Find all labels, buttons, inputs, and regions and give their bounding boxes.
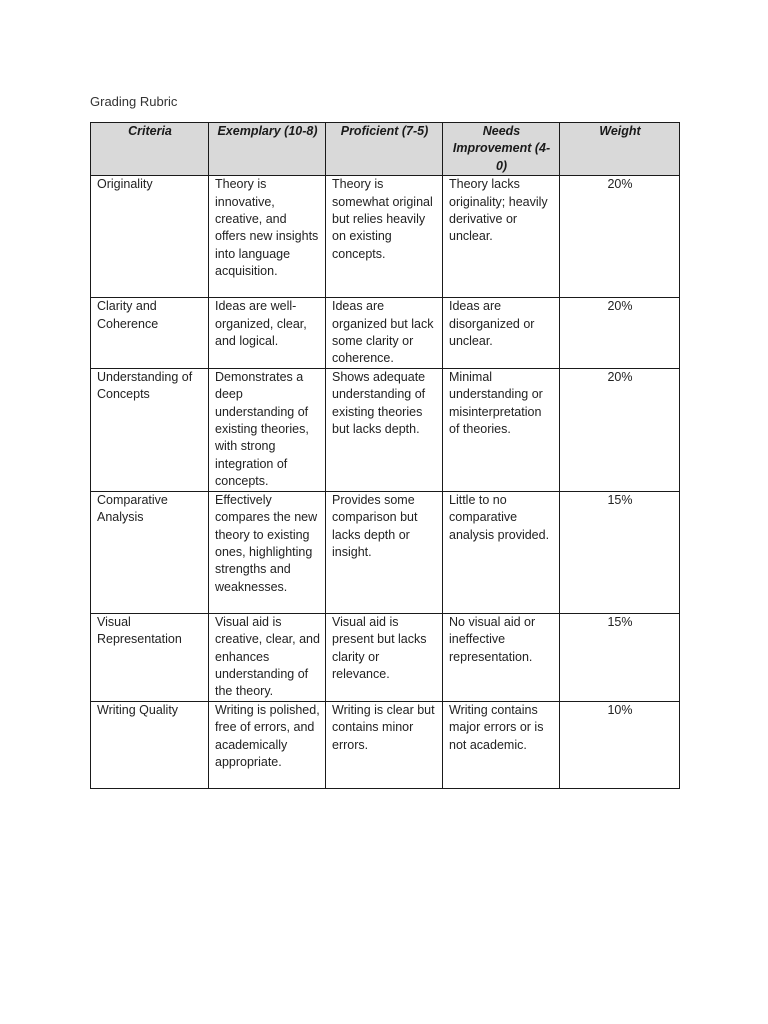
proficient-cell: Visual aid is present but lacks clarity or relevance. <box>326 613 443 701</box>
criteria-cell: Originality <box>91 176 209 298</box>
weight-cell: 20% <box>560 176 680 298</box>
exemplary-cell: Writing is polished, free of errors, and academically appropriate. <box>209 701 326 788</box>
criteria-cell: Understanding of Concepts <box>91 368 209 491</box>
exemplary-cell: Visual aid is creative, clear, and enhances understanding of the theory. <box>209 613 326 701</box>
needs-improvement-cell: Writing contains major errors or is not academic. <box>443 701 560 788</box>
weight-cell: 20% <box>560 368 680 491</box>
proficient-cell: Provides some comparison but lacks depth or insight. <box>326 491 443 613</box>
table-row <box>91 368 680 491</box>
exemplary-cell: Theory is innovative, creative, and offers new insights into language acquisition. <box>209 176 326 298</box>
header-needs-improvement: Needs Improvement (4-0) <box>443 123 560 176</box>
table-row <box>91 491 680 613</box>
weight-cell: 15% <box>560 613 680 701</box>
table-row <box>91 613 680 701</box>
weight-cell: 20% <box>560 298 680 369</box>
needs-improvement-cell: Minimal understanding or misinterpretation of theories. <box>443 368 560 491</box>
proficient-cell: Writing is clear but contains minor errors. <box>326 701 443 788</box>
criteria-cell: Writing Quality <box>91 701 209 788</box>
exemplary-cell: Ideas are well-organized, clear, and logical. <box>209 298 326 369</box>
exemplary-cell: Effectively compares the new theory to existing ones, highlighting strengths and weaknesses. <box>209 491 326 613</box>
criteria-cell: Comparative Analysis <box>91 491 209 613</box>
table-row <box>91 298 680 369</box>
header-criteria: Criteria <box>91 123 209 176</box>
weight-cell: 10% <box>560 701 680 788</box>
proficient-cell: Ideas are organized but lack some clarity or coherence. <box>326 298 443 369</box>
needs-improvement-cell: No visual aid or ineffective representation. <box>443 613 560 701</box>
needs-improvement-cell: Theory lacks originality; heavily derivative or unclear. <box>443 176 560 298</box>
grading-rubric-table <box>90 122 680 789</box>
page-title: Grading Rubric <box>90 94 178 109</box>
proficient-cell: Theory is somewhat original but relies heavily on existing concepts. <box>326 176 443 298</box>
weight-cell: 15% <box>560 491 680 613</box>
criteria-cell: Clarity and Coherence <box>91 298 209 369</box>
header-exemplary: Exemplary (10-8) <box>209 123 326 176</box>
exemplary-cell: Demonstrates a deep understanding of existing theories, with strong integration of concepts. <box>209 368 326 491</box>
header-weight: Weight <box>560 123 680 176</box>
proficient-cell: Shows adequate understanding of existing theories but lacks depth. <box>326 368 443 491</box>
criteria-cell: Visual Representation <box>91 613 209 701</box>
table-row <box>91 701 680 788</box>
header-proficient: Proficient (7-5) <box>326 123 443 176</box>
table-header-row <box>91 123 680 176</box>
table-row <box>91 176 680 298</box>
needs-improvement-cell: Little to no comparative analysis provided. <box>443 491 560 613</box>
needs-improvement-cell: Ideas are disorganized or unclear. <box>443 298 560 369</box>
